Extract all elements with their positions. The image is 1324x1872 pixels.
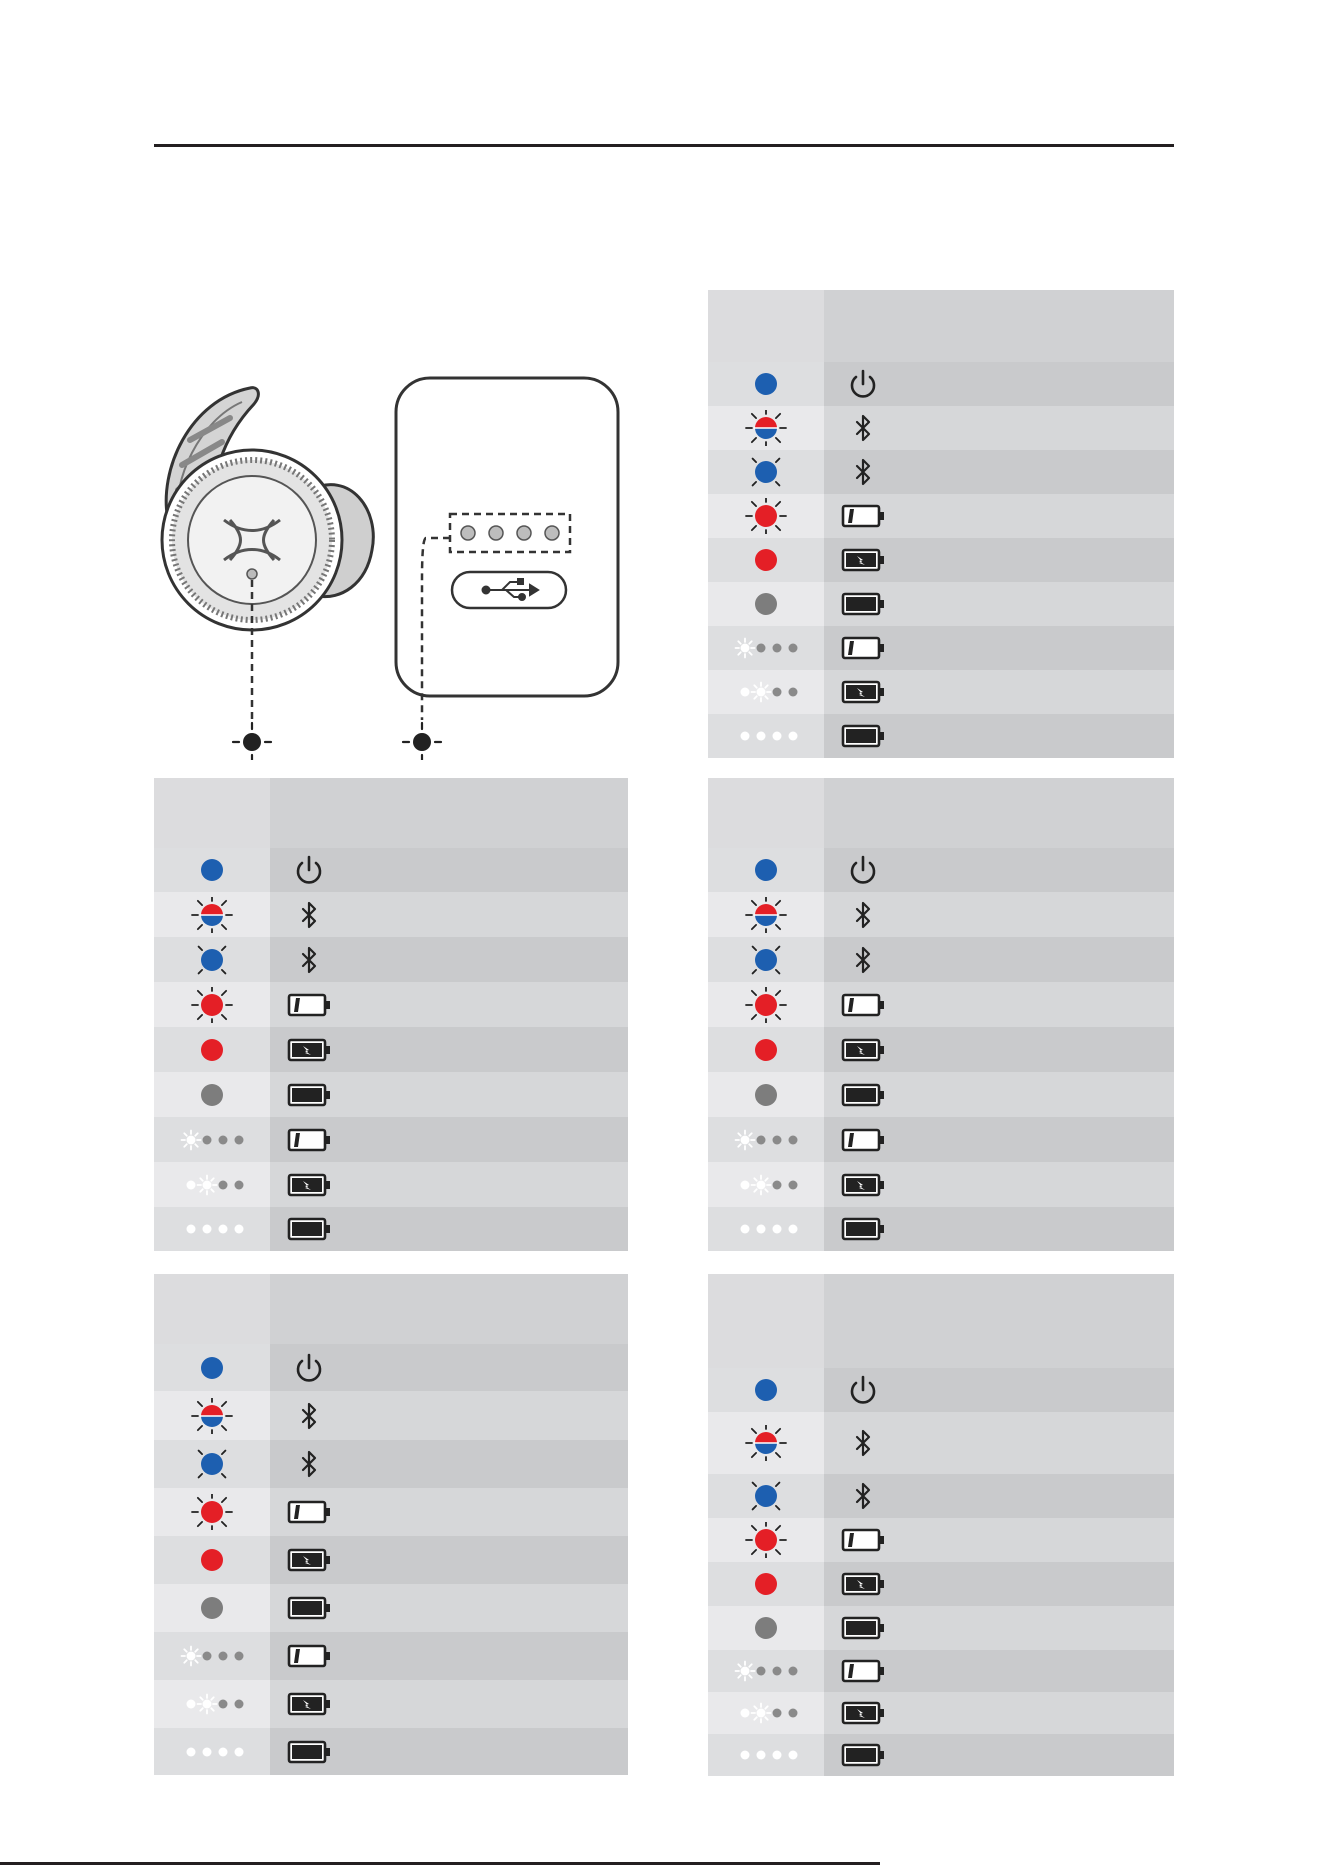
table-row bbox=[154, 1391, 628, 1440]
case-led-1-flashing-icon bbox=[708, 1117, 824, 1162]
case-led-2-flashing-icon bbox=[154, 1680, 270, 1728]
table-row bbox=[708, 1474, 1174, 1518]
flashing-red-blue-led-icon bbox=[154, 892, 270, 937]
flashing-red-blue-led-icon bbox=[708, 1412, 824, 1474]
battery-full-icon bbox=[824, 1606, 1174, 1650]
battery-full-icon bbox=[824, 582, 1174, 626]
table-header bbox=[154, 778, 628, 848]
battery-low-icon bbox=[824, 1650, 1174, 1692]
flashing-red-blue-led-icon bbox=[708, 406, 824, 450]
case-led-symbol bbox=[403, 723, 441, 760]
bluetooth-icon bbox=[270, 1440, 628, 1488]
battery-low-icon bbox=[270, 1632, 628, 1680]
bluetooth-icon bbox=[824, 1412, 1174, 1474]
table-header bbox=[708, 1274, 1174, 1368]
flashing-blue-led-icon bbox=[154, 937, 270, 982]
table-row bbox=[708, 1412, 1174, 1474]
table-row bbox=[154, 1117, 628, 1162]
solid-red-led-icon bbox=[708, 1562, 824, 1606]
case-led-1-flashing-icon bbox=[154, 1117, 270, 1162]
solid-gray-led-icon bbox=[708, 582, 824, 626]
battery-low-icon bbox=[824, 1117, 1174, 1162]
solid-blue-led-icon bbox=[154, 1344, 270, 1391]
table-row bbox=[154, 1440, 628, 1488]
bluetooth-icon bbox=[270, 1391, 628, 1440]
table-row bbox=[154, 848, 628, 892]
battery-full-icon bbox=[824, 1207, 1174, 1251]
case-led-1-flashing-icon bbox=[708, 1650, 824, 1692]
header-status-cell bbox=[824, 778, 1174, 848]
table-row bbox=[708, 362, 1174, 406]
case-leds-all-on-icon bbox=[708, 1207, 824, 1251]
case-led-2-flashing-icon bbox=[708, 1692, 824, 1734]
flashing-blue-led-icon bbox=[708, 937, 824, 982]
table-header bbox=[708, 778, 1174, 848]
battery-charging-icon bbox=[270, 1680, 628, 1728]
table-row bbox=[154, 1680, 628, 1728]
earbud-illustration bbox=[162, 388, 373, 630]
battery-charging-icon bbox=[824, 1162, 1174, 1207]
table-row bbox=[708, 1562, 1174, 1606]
solid-gray-led-icon bbox=[708, 1606, 824, 1650]
battery-low-icon bbox=[824, 1518, 1174, 1562]
table-row bbox=[708, 714, 1174, 758]
flashing-red-led-icon bbox=[154, 982, 270, 1027]
battery-charging-icon bbox=[270, 1536, 628, 1584]
case-led-2-flashing-icon bbox=[708, 670, 824, 714]
table-row bbox=[708, 670, 1174, 714]
case-leds-all-on-icon bbox=[708, 1734, 824, 1776]
flashing-red-blue-led-icon bbox=[154, 1391, 270, 1440]
battery-full-icon bbox=[270, 1728, 628, 1775]
solid-red-led-icon bbox=[154, 1536, 270, 1584]
solid-blue-led-icon bbox=[708, 1368, 824, 1412]
earbud-and-case-illustration bbox=[150, 370, 630, 760]
battery-low-icon bbox=[824, 982, 1174, 1027]
battery-charging-icon bbox=[824, 1027, 1174, 1072]
table-row bbox=[708, 1518, 1174, 1562]
table-row bbox=[154, 1632, 628, 1680]
header-status-cell bbox=[270, 778, 628, 848]
charging-case-illustration bbox=[396, 378, 618, 696]
table-row bbox=[708, 538, 1174, 582]
solid-red-led-icon bbox=[708, 538, 824, 582]
table-row bbox=[154, 892, 628, 937]
led-status-table-4 bbox=[154, 1274, 628, 1775]
battery-charging-icon bbox=[270, 1162, 628, 1207]
table-header bbox=[708, 290, 1174, 362]
flashing-red-blue-led-icon bbox=[708, 892, 824, 937]
table-row bbox=[708, 1692, 1174, 1734]
table-row bbox=[708, 1650, 1174, 1692]
case-led-2-flashing-icon bbox=[708, 1162, 824, 1207]
table-row bbox=[154, 982, 628, 1027]
case-leds-all-on-icon bbox=[154, 1728, 270, 1775]
power-icon bbox=[824, 848, 1174, 892]
table-row bbox=[708, 450, 1174, 494]
flashing-blue-led-icon bbox=[708, 450, 824, 494]
table-row bbox=[708, 1606, 1174, 1650]
led-status-table-2 bbox=[154, 778, 628, 1251]
battery-charging-icon bbox=[824, 1692, 1174, 1734]
bluetooth-icon bbox=[270, 892, 628, 937]
header-status-cell bbox=[270, 1274, 628, 1344]
table-row bbox=[708, 848, 1174, 892]
case-leds-all-on-icon bbox=[708, 714, 824, 758]
table-row bbox=[708, 892, 1174, 937]
top-rule bbox=[154, 144, 1174, 147]
table-row bbox=[154, 1072, 628, 1117]
led-status-table-3 bbox=[708, 778, 1174, 1251]
case-leds-all-on-icon bbox=[154, 1207, 270, 1251]
table-row bbox=[708, 1207, 1174, 1251]
bluetooth-icon bbox=[824, 892, 1174, 937]
table-row bbox=[708, 406, 1174, 450]
header-led-cell bbox=[154, 1274, 270, 1344]
flashing-red-led-icon bbox=[708, 494, 824, 538]
earbud-led-indicator bbox=[247, 569, 257, 579]
flashing-blue-led-icon bbox=[154, 1440, 270, 1488]
case-led-2-flashing-icon bbox=[154, 1162, 270, 1207]
case-led-1-flashing-icon bbox=[708, 626, 824, 670]
battery-charging-icon bbox=[824, 1562, 1174, 1606]
solid-gray-led-icon bbox=[154, 1584, 270, 1632]
case-led-1-flashing-icon bbox=[154, 1632, 270, 1680]
flashing-red-led-icon bbox=[708, 1518, 824, 1562]
table-row bbox=[708, 1027, 1174, 1072]
solid-gray-led-icon bbox=[708, 1072, 824, 1117]
battery-full-icon bbox=[824, 1072, 1174, 1117]
table-row bbox=[708, 494, 1174, 538]
table-row bbox=[154, 1728, 628, 1775]
header-status-cell bbox=[824, 1274, 1174, 1368]
solid-blue-led-icon bbox=[154, 848, 270, 892]
battery-charging-icon bbox=[824, 538, 1174, 582]
table-row bbox=[708, 1368, 1174, 1412]
flashing-red-led-icon bbox=[708, 982, 824, 1027]
table-row bbox=[154, 1207, 628, 1251]
table-row bbox=[708, 582, 1174, 626]
table-row bbox=[708, 982, 1174, 1027]
table-row bbox=[708, 1162, 1174, 1207]
bluetooth-icon bbox=[824, 450, 1174, 494]
battery-charging-icon bbox=[270, 1027, 628, 1072]
table-header bbox=[154, 1274, 628, 1344]
battery-low-icon bbox=[270, 1488, 628, 1536]
battery-low-icon bbox=[824, 626, 1174, 670]
battery-full-icon bbox=[824, 714, 1174, 758]
power-icon bbox=[270, 1344, 628, 1391]
table-row bbox=[154, 1584, 628, 1632]
table-row bbox=[708, 937, 1174, 982]
solid-red-led-icon bbox=[154, 1027, 270, 1072]
header-led-cell bbox=[708, 1274, 824, 1368]
bluetooth-icon bbox=[270, 937, 628, 982]
table-row bbox=[154, 1488, 628, 1536]
battery-low-icon bbox=[824, 494, 1174, 538]
table-row bbox=[154, 1027, 628, 1072]
table-row bbox=[708, 1072, 1174, 1117]
led-status-table-5 bbox=[708, 1274, 1174, 1776]
battery-full-icon bbox=[270, 1584, 628, 1632]
table-row bbox=[154, 1162, 628, 1207]
battery-low-icon bbox=[270, 982, 628, 1027]
battery-full-icon bbox=[270, 1072, 628, 1117]
table-row bbox=[708, 1117, 1174, 1162]
bluetooth-icon bbox=[824, 1474, 1174, 1518]
flashing-blue-led-icon bbox=[708, 1474, 824, 1518]
table-row bbox=[154, 1536, 628, 1584]
bottom-rule bbox=[0, 1862, 880, 1865]
power-icon bbox=[824, 362, 1174, 406]
battery-charging-icon bbox=[824, 670, 1174, 714]
header-status-cell bbox=[824, 290, 1174, 362]
power-icon bbox=[824, 1368, 1174, 1412]
header-led-cell bbox=[154, 778, 270, 848]
solid-blue-led-icon bbox=[708, 362, 824, 406]
table-row bbox=[154, 1344, 628, 1391]
bluetooth-icon bbox=[824, 406, 1174, 450]
led-status-table-1 bbox=[708, 290, 1174, 758]
battery-full-icon bbox=[824, 1734, 1174, 1776]
power-icon bbox=[270, 848, 628, 892]
header-led-cell bbox=[708, 290, 824, 362]
earbud-led-symbol bbox=[233, 723, 271, 760]
solid-blue-led-icon bbox=[708, 848, 824, 892]
battery-low-icon bbox=[270, 1117, 628, 1162]
solid-gray-led-icon bbox=[154, 1072, 270, 1117]
header-led-cell bbox=[708, 778, 824, 848]
bluetooth-icon bbox=[824, 937, 1174, 982]
battery-full-icon bbox=[270, 1207, 628, 1251]
solid-red-led-icon bbox=[708, 1027, 824, 1072]
table-row bbox=[154, 937, 628, 982]
table-row bbox=[708, 626, 1174, 670]
table-row bbox=[708, 1734, 1174, 1776]
flashing-red-led-icon bbox=[154, 1488, 270, 1536]
